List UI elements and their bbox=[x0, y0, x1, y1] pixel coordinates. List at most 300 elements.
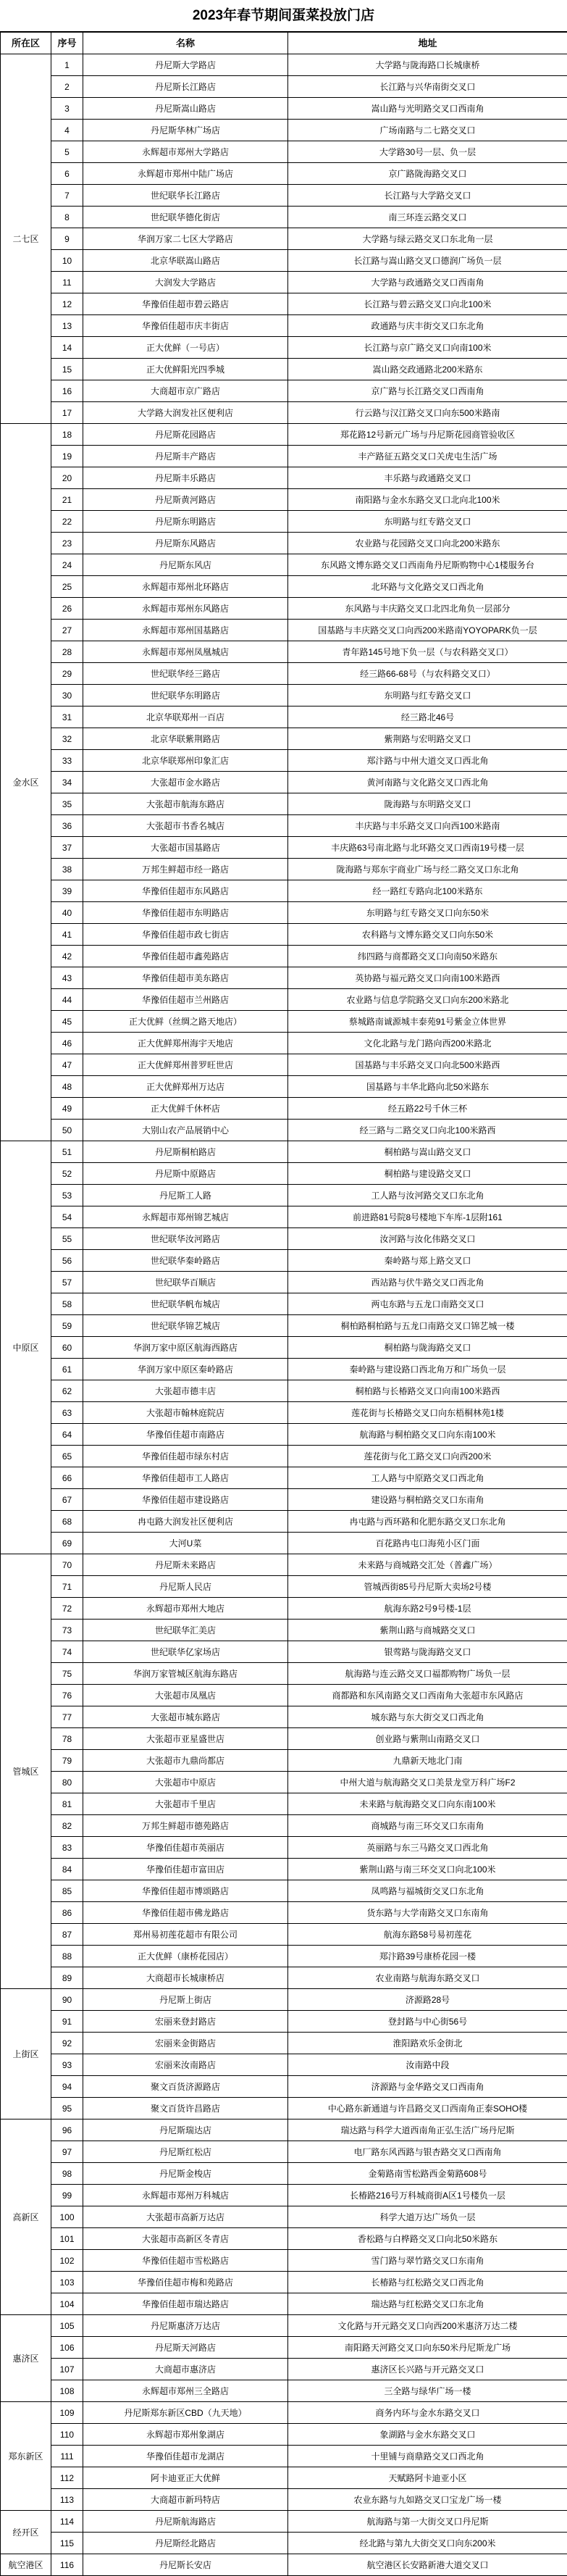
table-row bbox=[1, 2076, 567, 2098]
name-cell: 大别山农产品展销中心 bbox=[83, 1120, 288, 1141]
name-cell: 华豫佰佳超市英丽店 bbox=[83, 1837, 288, 1859]
no-cell: 48 bbox=[51, 1076, 83, 1098]
name-cell: 正大优鲜郑州普罗旺世店 bbox=[83, 1054, 288, 1076]
table-row bbox=[1, 1815, 567, 1837]
address-cell: 两屯东路与五龙口南路交叉口 bbox=[288, 1293, 567, 1315]
name-cell: 永辉超市郑州凤凰城店 bbox=[83, 641, 288, 663]
name-cell: 丹尼斯丰产路店 bbox=[83, 446, 288, 467]
table-row bbox=[1, 2446, 567, 2467]
table-row bbox=[1, 446, 567, 467]
name-cell: 大张超市高新万达店 bbox=[83, 2206, 288, 2228]
no-cell: 29 bbox=[51, 663, 83, 685]
no-cell: 106 bbox=[51, 2337, 83, 2359]
address-cell: 农业路与信息学院路交叉口向东200米路北 bbox=[288, 989, 567, 1011]
table-row bbox=[1, 1489, 567, 1511]
name-cell: 华豫佰佳超市碧云路店 bbox=[83, 293, 288, 315]
no-cell: 98 bbox=[51, 2163, 83, 2185]
address-cell: 嵩山路与光明路交叉口西南角 bbox=[288, 98, 567, 120]
table-row bbox=[1, 1098, 567, 1120]
address-cell: 三全路与绿华广场一楼 bbox=[288, 2380, 567, 2402]
table-row bbox=[1, 902, 567, 924]
table-row bbox=[1, 2163, 567, 2185]
name-cell: 华豫佰佳超市佛龙路店 bbox=[83, 1902, 288, 1924]
name-cell: 丹尼斯东明路店 bbox=[83, 511, 288, 533]
no-cell: 8 bbox=[51, 207, 83, 228]
no-cell: 96 bbox=[51, 2119, 83, 2141]
address-cell: 长江路与京广路交叉口向南100米 bbox=[288, 337, 567, 359]
name-cell: 世纪联华经三路店 bbox=[83, 663, 288, 685]
name-cell: 大张超市航海东路店 bbox=[83, 793, 288, 815]
table-row bbox=[1, 1663, 567, 1685]
no-cell: 6 bbox=[51, 163, 83, 185]
table-row bbox=[1, 1272, 567, 1293]
name-cell: 华豫佰佳超市瑞达路店 bbox=[83, 2293, 288, 2315]
name-cell: 丹尼斯长江路店 bbox=[83, 76, 288, 98]
no-cell: 85 bbox=[51, 1880, 83, 1902]
table-row bbox=[1, 1424, 567, 1446]
name-cell: 丹尼斯长安店 bbox=[83, 2554, 288, 2576]
address-cell: 广场南路与二七路交叉口 bbox=[288, 120, 567, 141]
address-cell: 桐柏路与嵩山路交叉口 bbox=[288, 1141, 567, 1163]
name-cell: 华豫佰佳超市工人路店 bbox=[83, 1467, 288, 1489]
table-row bbox=[1, 2250, 567, 2272]
name-cell: 华豫佰佳超市东明路店 bbox=[83, 902, 288, 924]
district-cell: 惠济区 bbox=[1, 2315, 51, 2402]
no-cell: 116 bbox=[51, 2554, 83, 2576]
address-cell: 航海东路58号易初莲花 bbox=[288, 1924, 567, 1946]
table-row bbox=[1, 1554, 567, 1576]
no-cell: 104 bbox=[51, 2293, 83, 2315]
no-cell: 107 bbox=[51, 2359, 83, 2380]
table-row bbox=[1, 1946, 567, 1967]
address-cell: 航海路与连云路交叉口福都购物广场负一层 bbox=[288, 1663, 567, 1685]
no-cell: 42 bbox=[51, 946, 83, 967]
name-cell: 丹尼斯未来路店 bbox=[83, 1554, 288, 1576]
table-row bbox=[1, 293, 567, 315]
name-cell: 大学路大润发社区便利店 bbox=[83, 402, 288, 424]
name-cell: 世纪联华帆布城店 bbox=[83, 1293, 288, 1315]
address-cell: 青年路145号地下负一层（与农科路交叉口） bbox=[288, 641, 567, 663]
table-row bbox=[1, 424, 567, 446]
table-row bbox=[1, 924, 567, 946]
name-cell: 世纪联华长江路店 bbox=[83, 185, 288, 207]
name-cell: 丹尼斯嵩山路店 bbox=[83, 98, 288, 120]
table-row bbox=[1, 337, 567, 359]
name-cell: 大商超市京广路店 bbox=[83, 380, 288, 402]
name-cell: 北京华联嵩山路店 bbox=[83, 250, 288, 272]
table-row bbox=[1, 1989, 567, 2011]
name-cell: 丹尼斯航海路店 bbox=[83, 2511, 288, 2533]
no-cell: 66 bbox=[51, 1467, 83, 1489]
address-cell: 创业路与紫荆山南路交叉口 bbox=[288, 1728, 567, 1750]
name-cell: 丹尼斯中原路店 bbox=[83, 1163, 288, 1185]
district-cell: 航空港区 bbox=[1, 2554, 51, 2576]
table-row bbox=[1, 2337, 567, 2359]
no-cell: 11 bbox=[51, 272, 83, 293]
table-row bbox=[1, 1728, 567, 1750]
address-cell: 长江路与兴华南街交叉口 bbox=[288, 76, 567, 98]
name-cell: 正大优鲜千休杯店 bbox=[83, 1098, 288, 1120]
address-cell: 航空港区长安路新港大道交叉口 bbox=[288, 2554, 567, 2576]
table-row bbox=[1, 1076, 567, 1098]
table-row bbox=[1, 402, 567, 424]
address-cell: 十里铺与商鼎路交叉口西北角 bbox=[288, 2446, 567, 2467]
table-row bbox=[1, 315, 567, 337]
table-row bbox=[1, 2467, 567, 2489]
district-cell: 经开区 bbox=[1, 2511, 51, 2554]
address-cell: 丰庆路与丰乐路交叉口向西100米路南 bbox=[288, 815, 567, 837]
address-cell: 济源路与金华路交叉口西南角 bbox=[288, 2076, 567, 2098]
address-cell: 国基路与丰华北路向北50米路东 bbox=[288, 1076, 567, 1098]
district-cell: 高新区 bbox=[1, 2119, 51, 2315]
no-cell: 81 bbox=[51, 1793, 83, 1815]
table-row bbox=[1, 228, 567, 250]
address-cell: 纬四路与商都路交叉口向南50米路东 bbox=[288, 946, 567, 967]
address-cell: 黄河南路与文化路交叉口西北角 bbox=[288, 772, 567, 793]
name-cell: 大张超市德丰店 bbox=[83, 1380, 288, 1402]
name-cell: 丹尼斯红松店 bbox=[83, 2141, 288, 2163]
address-cell: 文化北路与龙门路向西200米路北 bbox=[288, 1033, 567, 1054]
no-cell: 95 bbox=[51, 2098, 83, 2119]
address-cell: 农科路与文博东路交叉口向东50米 bbox=[288, 924, 567, 946]
no-cell: 77 bbox=[51, 1706, 83, 1728]
table-row bbox=[1, 2206, 567, 2228]
name-cell: 华豫佰佳超市鑫苑路店 bbox=[83, 946, 288, 967]
name-cell: 永辉超市郑州三全路店 bbox=[83, 2380, 288, 2402]
address-cell: 丰庆路63号南北路与北环路交叉口西南19号楼一层 bbox=[288, 837, 567, 859]
name-cell: 世纪联华亿家场店 bbox=[83, 1641, 288, 1663]
no-cell: 44 bbox=[51, 989, 83, 1011]
name-cell: 大张超市九鼎尚都店 bbox=[83, 1750, 288, 1772]
table-row bbox=[1, 2554, 567, 2576]
address-cell: 金菊路南雪松路西金菊路608号 bbox=[288, 2163, 567, 2185]
address-cell: 工人路与汝河路交叉口东北角 bbox=[288, 1185, 567, 1206]
no-cell: 34 bbox=[51, 772, 83, 793]
address-cell: 经三路66-68号（与农科路交叉口） bbox=[288, 663, 567, 685]
no-cell: 59 bbox=[51, 1315, 83, 1337]
name-cell: 华豫佰佳超市绿东村店 bbox=[83, 1446, 288, 1467]
table-row bbox=[1, 2511, 567, 2533]
name-cell: 世纪联华汝河路店 bbox=[83, 1228, 288, 1250]
no-cell: 20 bbox=[51, 467, 83, 489]
district-cell: 中原区 bbox=[1, 1141, 51, 1554]
name-cell: 大商超市惠济店 bbox=[83, 2359, 288, 2380]
no-cell: 16 bbox=[51, 380, 83, 402]
no-cell: 61 bbox=[51, 1359, 83, 1380]
table-row bbox=[1, 2424, 567, 2446]
address-cell: 银莺路与陇海路交叉口 bbox=[288, 1641, 567, 1663]
name-cell: 大润发大学路店 bbox=[83, 272, 288, 293]
table-row bbox=[1, 54, 567, 76]
table-row bbox=[1, 815, 567, 837]
name-cell: 世纪联华东明路店 bbox=[83, 685, 288, 706]
no-cell: 35 bbox=[51, 793, 83, 815]
table-row bbox=[1, 2141, 567, 2163]
no-cell: 22 bbox=[51, 511, 83, 533]
address-cell: 郑汴路与中州大道交叉口西北角 bbox=[288, 750, 567, 772]
address-cell: 农业东路与九如路交叉口宝龙广场一楼 bbox=[288, 2489, 567, 2511]
address-cell: 商务内环与金水东路交叉口 bbox=[288, 2402, 567, 2424]
name-cell: 永辉超市郑州大地店 bbox=[83, 1598, 288, 1620]
address-cell: 紫荆山路与南三环交叉口向北100米 bbox=[288, 1859, 567, 1880]
no-cell: 33 bbox=[51, 750, 83, 772]
name-cell: 丹尼斯瑞达店 bbox=[83, 2119, 288, 2141]
table-row bbox=[1, 685, 567, 706]
table-row bbox=[1, 250, 567, 272]
name-cell: 正大优鲜郑州万达店 bbox=[83, 1076, 288, 1098]
address-cell: 九鼎新天地北门南 bbox=[288, 1750, 567, 1772]
no-cell: 45 bbox=[51, 1011, 83, 1033]
name-cell: 华豫佰佳超市兰州路店 bbox=[83, 989, 288, 1011]
no-cell: 74 bbox=[51, 1641, 83, 1663]
address-cell: 商都路和东风南路交叉口西南角大张超市东风路店 bbox=[288, 1685, 567, 1706]
table-row bbox=[1, 706, 567, 728]
table-row bbox=[1, 1054, 567, 1076]
table-row bbox=[1, 1337, 567, 1359]
address-cell: 建设路与桐柏路交叉口东南角 bbox=[288, 1489, 567, 1511]
header-district: 所在区 bbox=[1, 33, 51, 54]
name-cell: 大张超市凤凰店 bbox=[83, 1685, 288, 1706]
name-cell: 世纪联华锦艺城店 bbox=[83, 1315, 288, 1337]
address-cell: 工人路与中原路交叉口西北角 bbox=[288, 1467, 567, 1489]
table-row bbox=[1, 1902, 567, 1924]
address-cell: 丰乐路与政通路交叉口 bbox=[288, 467, 567, 489]
no-cell: 58 bbox=[51, 1293, 83, 1315]
table-row bbox=[1, 1359, 567, 1380]
table-row bbox=[1, 1641, 567, 1663]
address-cell: 秦岭路与建设路口西北角万和广场负一层 bbox=[288, 1359, 567, 1380]
name-cell: 北京华联郑州印象汇店 bbox=[83, 750, 288, 772]
address-cell: 莲花街与长椿路交叉口向东梧桐林苑1楼 bbox=[288, 1402, 567, 1424]
no-cell: 23 bbox=[51, 533, 83, 554]
no-cell: 112 bbox=[51, 2467, 83, 2489]
table-row bbox=[1, 2272, 567, 2293]
table-row bbox=[1, 967, 567, 989]
no-cell: 97 bbox=[51, 2141, 83, 2163]
table-row bbox=[1, 989, 567, 1011]
table-row bbox=[1, 2185, 567, 2206]
name-cell: 丹尼斯大学路店 bbox=[83, 54, 288, 76]
address-cell: 郑花路12号新元广场与丹尼斯花园商管验收区 bbox=[288, 424, 567, 446]
no-cell: 82 bbox=[51, 1815, 83, 1837]
table-row bbox=[1, 1859, 567, 1880]
name-cell: 世纪联华百顺店 bbox=[83, 1272, 288, 1293]
table-row bbox=[1, 2359, 567, 2380]
name-cell: 宏丽来金街路店 bbox=[83, 2033, 288, 2054]
no-cell: 102 bbox=[51, 2250, 83, 2272]
address-cell: 紫荆山路与商城路交叉口 bbox=[288, 1620, 567, 1641]
address-cell: 长江路与嵩山路交叉口德润广场负一层 bbox=[288, 250, 567, 272]
table-row bbox=[1, 598, 567, 620]
address-cell: 嵩山路交政通路北200米路东 bbox=[288, 359, 567, 380]
no-cell: 41 bbox=[51, 924, 83, 946]
address-cell: 英协路与福元路交叉口向南100米路西 bbox=[288, 967, 567, 989]
name-cell: 阿卡迪亚正大优鲜 bbox=[83, 2467, 288, 2489]
address-cell: 经五路22号千休三杯 bbox=[288, 1098, 567, 1120]
table-row bbox=[1, 120, 567, 141]
name-cell: 大张超市高新区冬青店 bbox=[83, 2228, 288, 2250]
name-cell: 北京华联郑州一百店 bbox=[83, 706, 288, 728]
name-cell: 丹尼斯东风店 bbox=[83, 554, 288, 576]
address-cell: 未来路与商城路交汇处（普鑫广场） bbox=[288, 1554, 567, 1576]
address-cell: 淮阳路欢乐金街北 bbox=[288, 2033, 567, 2054]
table-row bbox=[1, 576, 567, 598]
no-cell: 83 bbox=[51, 1837, 83, 1859]
table-row bbox=[1, 163, 567, 185]
name-cell: 华润万家二七区大学路店 bbox=[83, 228, 288, 250]
table-row bbox=[1, 2098, 567, 2119]
no-cell: 51 bbox=[51, 1141, 83, 1163]
address-cell: 桐柏路与建设路交叉口 bbox=[288, 1163, 567, 1185]
no-cell: 17 bbox=[51, 402, 83, 424]
address-cell: 商城路与南三环交叉口东南角 bbox=[288, 1815, 567, 1837]
table-row bbox=[1, 663, 567, 685]
no-cell: 93 bbox=[51, 2054, 83, 2076]
name-cell: 丹尼斯华林广场店 bbox=[83, 120, 288, 141]
no-cell: 7 bbox=[51, 185, 83, 207]
table-row bbox=[1, 1967, 567, 1989]
address-cell: 南阳路天河路交叉口向东50米丹尼斯龙广场 bbox=[288, 2337, 567, 2359]
name-cell: 正大优鲜（一号店） bbox=[83, 337, 288, 359]
name-cell: 丹尼斯经北路店 bbox=[83, 2533, 288, 2554]
name-cell: 大张超市翰林庭院店 bbox=[83, 1402, 288, 1424]
address-cell: 天赋路阿卡迪亚小区 bbox=[288, 2467, 567, 2489]
name-cell: 世纪联华秦岭路店 bbox=[83, 1250, 288, 1272]
address-cell: 莲花街与化工路交叉口向西200米 bbox=[288, 1446, 567, 1467]
address-cell: 行云路与汉江路交叉口向东500米路南 bbox=[288, 402, 567, 424]
no-cell: 37 bbox=[51, 837, 83, 859]
table-row bbox=[1, 98, 567, 120]
no-cell: 12 bbox=[51, 293, 83, 315]
stores-table bbox=[0, 32, 567, 2576]
address-cell: 东明路与红专路交叉口向东50米 bbox=[288, 902, 567, 924]
table-row bbox=[1, 1228, 567, 1250]
no-cell: 114 bbox=[51, 2511, 83, 2533]
name-cell: 宏丽来汝南路店 bbox=[83, 2054, 288, 2076]
no-cell: 25 bbox=[51, 576, 83, 598]
name-cell: 华豫佰佳超市富田店 bbox=[83, 1859, 288, 1880]
district-cell: 二七区 bbox=[1, 54, 51, 424]
table-row bbox=[1, 1924, 567, 1946]
address-cell: 文化路与开元路交叉口向西200米惠济万达二楼 bbox=[288, 2315, 567, 2337]
table-row bbox=[1, 1250, 567, 1272]
no-cell: 10 bbox=[51, 250, 83, 272]
address-cell: 郑汴路39号康桥花园一楼 bbox=[288, 1946, 567, 1967]
address-cell: 中心路东新通道与许昌路交叉口西南角正泰SOHO楼 bbox=[288, 2098, 567, 2119]
name-cell: 正大优鲜阳光四季城 bbox=[83, 359, 288, 380]
table-row bbox=[1, 1837, 567, 1859]
address-cell: 电厂路东风西路与银杏路交叉口西南角 bbox=[288, 2141, 567, 2163]
no-cell: 63 bbox=[51, 1402, 83, 1424]
name-cell: 世纪联华德化街店 bbox=[83, 207, 288, 228]
address-cell: 长椿路与红松路交叉口西北角 bbox=[288, 2272, 567, 2293]
name-cell: 万邦生鲜超市德苑路店 bbox=[83, 1815, 288, 1837]
no-cell: 73 bbox=[51, 1620, 83, 1641]
address-cell: 桐柏路与长椿路交叉口向南100米路西 bbox=[288, 1380, 567, 1402]
page-title: 2023年春节期间蛋菜投放门店 bbox=[0, 0, 567, 32]
no-cell: 56 bbox=[51, 1250, 83, 1272]
name-cell: 华豫佰佳超市南路店 bbox=[83, 1424, 288, 1446]
address-cell: 雪门路与翠竹路交叉口东南角 bbox=[288, 2250, 567, 2272]
address-cell: 陇海路与东明路交叉口 bbox=[288, 793, 567, 815]
name-cell: 万邦生鲜超市经一路店 bbox=[83, 859, 288, 880]
no-cell: 69 bbox=[51, 1533, 83, 1554]
no-cell: 39 bbox=[51, 880, 83, 902]
table-row bbox=[1, 533, 567, 554]
no-cell: 49 bbox=[51, 1098, 83, 1120]
table-row bbox=[1, 1533, 567, 1554]
address-cell: 国基路与丰乐路交叉口向北500米路西 bbox=[288, 1054, 567, 1076]
header-address: 地址 bbox=[288, 33, 567, 54]
no-cell: 50 bbox=[51, 1120, 83, 1141]
table-row bbox=[1, 1163, 567, 1185]
no-cell: 43 bbox=[51, 967, 83, 989]
table-row bbox=[1, 1793, 567, 1815]
address-cell: 未来路与航海路交叉口向东南100米 bbox=[288, 1793, 567, 1815]
no-cell: 40 bbox=[51, 902, 83, 924]
name-cell: 大张超市亚星盛世店 bbox=[83, 1728, 288, 1750]
table-row bbox=[1, 1315, 567, 1337]
address-cell: 东风路与丰庆路交叉口北四北角负一层部分 bbox=[288, 598, 567, 620]
table-row bbox=[1, 185, 567, 207]
table-row bbox=[1, 1598, 567, 1620]
name-cell: 丹尼斯丰乐路店 bbox=[83, 467, 288, 489]
no-cell: 21 bbox=[51, 489, 83, 511]
name-cell: 永辉超市郑州大学路店 bbox=[83, 141, 288, 163]
no-cell: 101 bbox=[51, 2228, 83, 2250]
table-body bbox=[1, 54, 567, 2576]
name-cell: 丹尼斯金梭店 bbox=[83, 2163, 288, 2185]
name-cell: 北京华联紫荆路店 bbox=[83, 728, 288, 750]
address-cell: 大学路与政通路交叉口西南角 bbox=[288, 272, 567, 293]
table-row bbox=[1, 772, 567, 793]
name-cell: 丹尼斯花园路店 bbox=[83, 424, 288, 446]
no-cell: 26 bbox=[51, 598, 83, 620]
name-cell: 冉屯路大润发社区便利店 bbox=[83, 1511, 288, 1533]
name-cell: 丹尼斯东风路店 bbox=[83, 533, 288, 554]
table-row bbox=[1, 380, 567, 402]
address-cell: 汝南路中段 bbox=[288, 2054, 567, 2076]
name-cell: 丹尼斯惠济万达店 bbox=[83, 2315, 288, 2337]
no-cell: 110 bbox=[51, 2424, 83, 2446]
district-cell: 管城区 bbox=[1, 1554, 51, 1989]
table-row bbox=[1, 141, 567, 163]
name-cell: 永辉超市郑州东风路店 bbox=[83, 598, 288, 620]
table-row bbox=[1, 793, 567, 815]
no-cell: 103 bbox=[51, 2272, 83, 2293]
name-cell: 大张超市千里店 bbox=[83, 1793, 288, 1815]
address-cell: 济源路28号 bbox=[288, 1989, 567, 2011]
address-cell: 货东路与大学南路交叉口东南角 bbox=[288, 1902, 567, 1924]
address-cell: 前进路81号院8号楼地下车库-1层附161 bbox=[288, 1206, 567, 1228]
address-cell: 农业路与花园路交叉口向北200米路东 bbox=[288, 533, 567, 554]
no-cell: 88 bbox=[51, 1946, 83, 1967]
name-cell: 丹尼斯工人路 bbox=[83, 1185, 288, 1206]
header-name: 名称 bbox=[83, 33, 288, 54]
name-cell: 丹尼斯人民店 bbox=[83, 1576, 288, 1598]
table-row bbox=[1, 1011, 567, 1033]
table-row bbox=[1, 2228, 567, 2250]
address-cell: 大学路与陇海路口长城康桥 bbox=[288, 54, 567, 76]
table-row bbox=[1, 1467, 567, 1489]
table-row bbox=[1, 1402, 567, 1424]
address-cell: 南阳路与金水东路交叉口北向北100米 bbox=[288, 489, 567, 511]
address-cell: 航海路与第一大街交叉口丹尼斯 bbox=[288, 2511, 567, 2533]
no-cell: 76 bbox=[51, 1685, 83, 1706]
no-cell: 78 bbox=[51, 1728, 83, 1750]
address-cell: 经一路红专路向北100米路东 bbox=[288, 880, 567, 902]
no-cell: 84 bbox=[51, 1859, 83, 1880]
